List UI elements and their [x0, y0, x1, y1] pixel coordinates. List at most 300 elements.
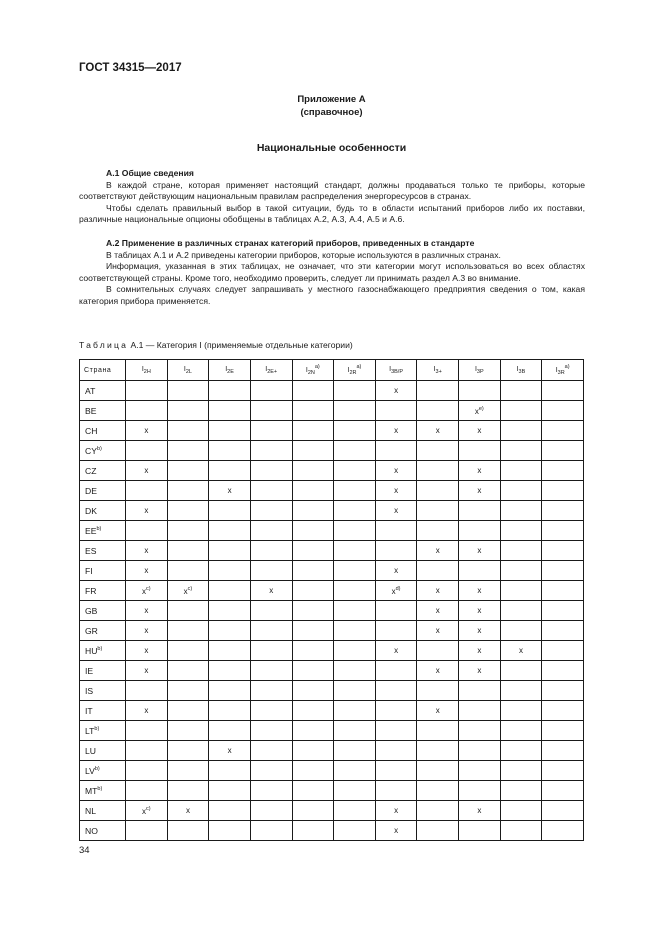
category-cell	[250, 441, 292, 461]
category-cell	[417, 461, 459, 481]
category-cell: x	[459, 481, 501, 501]
category-cell	[209, 601, 251, 621]
table-row	[80, 441, 584, 461]
category-cell	[250, 521, 292, 541]
category-cell: x	[126, 421, 168, 441]
category-cell	[209, 581, 251, 601]
category-cell	[209, 821, 251, 841]
category-cell: x	[250, 581, 292, 601]
category-cell: x	[209, 741, 251, 761]
category-cell	[167, 721, 209, 741]
category-cell	[126, 521, 168, 541]
category-cell	[167, 681, 209, 701]
category-cell	[292, 721, 334, 741]
country-cell: DE	[80, 481, 126, 501]
category-cell	[209, 781, 251, 801]
category-cell	[209, 421, 251, 441]
category-cell	[250, 621, 292, 641]
category-cell	[375, 721, 417, 741]
appendix-title: Приложение А	[297, 94, 366, 105]
category-cell	[459, 741, 501, 761]
country-cell: HU$^{b)}$	[80, 641, 126, 661]
category-cell	[459, 821, 501, 841]
category-cell	[417, 821, 459, 841]
category-cell	[375, 541, 417, 561]
category-cell	[375, 441, 417, 461]
section-1-paragraph: В каждой стране, которая применяет настоящий стандарт, должны продаваться только те приборы, которые соответствуют действующим национальным правилам распределения энергоресурсов в странах.	[79, 179, 585, 202]
category-cell	[542, 761, 584, 781]
table-row	[80, 541, 584, 561]
category-cell	[542, 501, 584, 521]
category-cell	[250, 501, 292, 521]
category-cell	[417, 481, 459, 501]
category-cell	[126, 481, 168, 501]
category-cell	[167, 701, 209, 721]
category-cell: x	[126, 601, 168, 621]
category-cell	[459, 561, 501, 581]
category-cell	[292, 381, 334, 401]
category-cell	[292, 761, 334, 781]
table-row	[80, 461, 584, 481]
category-cell	[126, 681, 168, 701]
table-row	[80, 561, 584, 581]
country-cell: DK	[80, 501, 126, 521]
category-cell	[209, 701, 251, 721]
category-cell	[542, 441, 584, 461]
category-cell	[250, 681, 292, 701]
category-cell: x	[375, 421, 417, 441]
category-cell: x	[417, 421, 459, 441]
category-cell: x	[417, 601, 459, 621]
table-header-row	[80, 360, 584, 381]
table-row	[80, 661, 584, 681]
country-cell: FI	[80, 561, 126, 581]
category-cell	[334, 561, 376, 581]
category-cell	[250, 381, 292, 401]
category-cell	[167, 401, 209, 421]
category-cell	[375, 521, 417, 541]
category-cell	[417, 381, 459, 401]
category-column-header: $I_{2R}^{a)}$	[334, 360, 376, 381]
category-cell	[542, 461, 584, 481]
category-cell	[209, 441, 251, 461]
category-cell	[375, 701, 417, 721]
category-cell	[542, 721, 584, 741]
category-cell	[542, 701, 584, 721]
category-cell: x	[375, 561, 417, 581]
section-2-paragraph: Информация, указанная в этих таблицах, не означает, что эти категории могут использоваться во всех областях соответствующей страны. Кроме того, необходимо проверить, следует ли принимать раздел А.3 во внимание.	[79, 261, 585, 283]
category-cell: x	[417, 661, 459, 681]
category-cell	[126, 401, 168, 421]
category-cell	[292, 701, 334, 721]
category-cell	[542, 561, 584, 581]
category-cell	[250, 721, 292, 741]
category-cell	[334, 601, 376, 621]
category-cell	[250, 741, 292, 761]
category-cell	[417, 721, 459, 741]
country-cell: FR	[80, 581, 126, 601]
country-cell: NL	[80, 801, 126, 821]
table-row	[80, 401, 584, 421]
category-cell	[334, 581, 376, 601]
table-caption-text: А.1 — Категория I (применяемые отдельные категории)	[130, 340, 353, 350]
table-row	[80, 421, 584, 441]
category-cell	[334, 781, 376, 801]
table-row	[80, 381, 584, 401]
category-cell	[209, 381, 251, 401]
category-cell	[209, 641, 251, 661]
category-cell	[250, 781, 292, 801]
category-cell	[292, 781, 334, 801]
category-cell	[209, 461, 251, 481]
category-cell: x	[126, 561, 168, 581]
category-cell	[250, 561, 292, 581]
table-caption	[79, 340, 353, 350]
category-cell	[209, 621, 251, 641]
table-row	[80, 761, 584, 781]
category-cell	[334, 501, 376, 521]
category-cell	[459, 681, 501, 701]
category-cell	[375, 601, 417, 621]
category-cell	[334, 541, 376, 561]
category-cell	[167, 521, 209, 541]
category-cell	[334, 761, 376, 781]
category-cell	[250, 481, 292, 501]
category-cell	[500, 781, 542, 801]
category-cell	[292, 541, 334, 561]
section-1-heading: А.1 Общие сведения	[106, 168, 194, 178]
category-cell	[375, 661, 417, 681]
table-row	[80, 501, 584, 521]
category-cell	[542, 821, 584, 841]
category-cell	[334, 701, 376, 721]
doc-code: ГОСТ 34315—2017	[79, 62, 182, 74]
country-cell: CZ	[80, 461, 126, 481]
category-cell: $x^{c)}$	[126, 801, 168, 821]
category-cell	[500, 481, 542, 501]
category-cell	[542, 801, 584, 821]
country-cell: IS	[80, 681, 126, 701]
category-table	[79, 359, 584, 841]
table-row	[80, 481, 584, 501]
section-1-paragraph: Чтобы сделать правильный выбор в такой ситуации, будь то в области испытаний приборов либо их поставки, различные национальные опционы обобщены в таблицах А.2, А.3, А.4, А.5 и А.6.	[79, 202, 585, 225]
category-cell	[292, 621, 334, 641]
category-cell	[250, 641, 292, 661]
country-cell: GB	[80, 601, 126, 621]
category-cell: x	[459, 601, 501, 621]
category-cell	[542, 661, 584, 681]
category-cell	[375, 741, 417, 761]
category-cell	[500, 561, 542, 581]
category-cell	[167, 781, 209, 801]
category-cell	[250, 821, 292, 841]
category-cell	[334, 481, 376, 501]
category-cell	[500, 701, 542, 721]
category-cell: x	[126, 541, 168, 561]
category-cell	[250, 541, 292, 561]
table-row	[80, 781, 584, 801]
category-cell	[167, 381, 209, 401]
category-cell	[334, 641, 376, 661]
country-cell: IE	[80, 661, 126, 681]
category-cell	[542, 381, 584, 401]
category-cell	[542, 781, 584, 801]
category-cell	[209, 541, 251, 561]
category-cell	[126, 741, 168, 761]
category-cell	[375, 401, 417, 421]
category-cell	[417, 521, 459, 541]
category-cell: $x^{e)}$	[459, 401, 501, 421]
category-cell	[209, 401, 251, 421]
category-cell	[334, 821, 376, 841]
category-column-header: $I_{2L}$	[167, 360, 209, 381]
category-cell	[375, 681, 417, 701]
country-cell: LU	[80, 741, 126, 761]
table-row	[80, 681, 584, 701]
category-cell: x	[459, 621, 501, 641]
category-cell	[250, 661, 292, 681]
category-cell	[459, 441, 501, 461]
category-cell	[334, 401, 376, 421]
table-row	[80, 821, 584, 841]
category-cell	[292, 561, 334, 581]
category-cell	[500, 541, 542, 561]
category-cell	[334, 441, 376, 461]
country-cell: CY$^{b)}$	[80, 441, 126, 461]
category-cell	[209, 761, 251, 781]
category-cell	[334, 741, 376, 761]
category-cell: x	[167, 801, 209, 821]
category-cell	[500, 681, 542, 701]
category-cell	[542, 741, 584, 761]
category-cell	[167, 761, 209, 781]
category-cell	[542, 481, 584, 501]
category-cell	[334, 621, 376, 641]
page-number: 34	[79, 845, 90, 856]
category-cell	[542, 601, 584, 621]
category-column-header: $I_{2N}^{a)}$	[292, 360, 334, 381]
category-cell	[417, 761, 459, 781]
category-cell	[500, 621, 542, 641]
category-cell	[334, 421, 376, 441]
category-cell: x	[417, 541, 459, 561]
category-cell	[500, 421, 542, 441]
category-cell: x	[126, 501, 168, 521]
category-cell	[167, 601, 209, 621]
category-cell	[126, 441, 168, 461]
country-cell: LV$^{b)}$	[80, 761, 126, 781]
appendix-subtitle: (справочное)	[300, 107, 363, 118]
category-cell: x	[417, 581, 459, 601]
category-cell: x	[209, 481, 251, 501]
category-cell: x	[459, 801, 501, 821]
category-cell	[500, 381, 542, 401]
category-cell	[542, 401, 584, 421]
country-cell: EE$^{b)}$	[80, 521, 126, 541]
category-cell	[292, 421, 334, 441]
category-cell: x	[375, 501, 417, 521]
category-cell	[334, 681, 376, 701]
country-column-header: Страна	[80, 360, 126, 381]
table-row	[80, 581, 584, 601]
category-cell	[459, 701, 501, 721]
section-1	[79, 168, 585, 226]
category-cell	[292, 801, 334, 821]
category-column-header: $I_{3P}$	[459, 360, 501, 381]
category-cell	[500, 801, 542, 821]
category-column-header: $I_{3B}$	[500, 360, 542, 381]
category-cell: $x^{d)}$	[375, 581, 417, 601]
category-cell	[417, 501, 459, 521]
category-cell	[126, 781, 168, 801]
category-cell	[500, 721, 542, 741]
category-cell: x	[500, 641, 542, 661]
category-column-header: $I_{3+}$	[417, 360, 459, 381]
category-cell: $x^{c)}$	[126, 581, 168, 601]
country-cell: LT$^{b)}$	[80, 721, 126, 741]
category-cell	[126, 821, 168, 841]
category-cell	[417, 561, 459, 581]
category-cell: x	[417, 621, 459, 641]
category-cell: x	[375, 481, 417, 501]
category-cell	[250, 801, 292, 821]
country-cell: BE	[80, 401, 126, 421]
category-cell	[167, 441, 209, 461]
table-row	[80, 641, 584, 661]
section-2-heading: А.2 Применение в различных странах категорий приборов, приведенных в стандарте	[106, 238, 475, 248]
category-cell	[542, 581, 584, 601]
category-cell	[292, 401, 334, 421]
category-cell	[250, 461, 292, 481]
category-cell	[459, 781, 501, 801]
category-cell	[292, 601, 334, 621]
section-2-paragraph: В таблицах А.1 и А.2 приведены категории приборов, которые используются в различных странах.	[106, 249, 501, 260]
category-cell	[417, 441, 459, 461]
category-cell	[126, 761, 168, 781]
category-column-header: $I_{2E+}$	[250, 360, 292, 381]
category-cell	[459, 721, 501, 741]
category-cell: x	[126, 461, 168, 481]
category-cell: x	[375, 461, 417, 481]
category-cell	[250, 761, 292, 781]
category-cell	[417, 741, 459, 761]
category-cell	[209, 681, 251, 701]
table-row	[80, 721, 584, 741]
category-cell	[292, 661, 334, 681]
country-cell: NO	[80, 821, 126, 841]
category-cell	[459, 381, 501, 401]
category-cell	[167, 821, 209, 841]
category-cell	[334, 461, 376, 481]
category-cell	[167, 481, 209, 501]
category-cell	[334, 721, 376, 741]
country-cell: AT	[80, 381, 126, 401]
category-cell	[209, 521, 251, 541]
category-cell	[417, 641, 459, 661]
category-cell	[459, 501, 501, 521]
category-cell: $x^{c)}$	[167, 581, 209, 601]
country-cell: GR	[80, 621, 126, 641]
category-cell	[459, 761, 501, 781]
category-cell: x	[126, 661, 168, 681]
category-cell: x	[459, 661, 501, 681]
category-cell	[500, 821, 542, 841]
category-cell	[500, 461, 542, 481]
category-cell	[375, 781, 417, 801]
category-cell: x	[417, 701, 459, 721]
table-caption-label: Таблица	[79, 340, 129, 350]
category-cell	[334, 381, 376, 401]
category-column-header: $I_{2H}$	[126, 360, 168, 381]
category-cell	[500, 581, 542, 601]
category-cell	[334, 521, 376, 541]
category-cell: x	[375, 381, 417, 401]
category-cell	[292, 481, 334, 501]
category-cell	[417, 801, 459, 821]
category-cell	[542, 421, 584, 441]
category-cell	[292, 821, 334, 841]
table-row	[80, 701, 584, 721]
category-cell	[167, 561, 209, 581]
country-cell: MT$^{b)}$	[80, 781, 126, 801]
category-cell	[542, 541, 584, 561]
category-cell	[500, 521, 542, 541]
category-cell: x	[459, 541, 501, 561]
category-cell	[500, 661, 542, 681]
category-cell	[209, 661, 251, 681]
category-cell	[292, 681, 334, 701]
category-cell	[417, 401, 459, 421]
category-cell: x	[375, 821, 417, 841]
category-cell: x	[459, 581, 501, 601]
category-cell: x	[375, 801, 417, 821]
category-cell	[167, 661, 209, 681]
category-cell	[250, 601, 292, 621]
category-cell	[417, 681, 459, 701]
category-cell	[375, 621, 417, 641]
category-cell: x	[126, 701, 168, 721]
category-cell	[459, 521, 501, 541]
category-cell	[292, 441, 334, 461]
table-row	[80, 741, 584, 761]
country-cell: ES	[80, 541, 126, 561]
category-cell	[167, 501, 209, 521]
category-column-header: $I_{3B/P}$	[375, 360, 417, 381]
category-cell	[209, 801, 251, 821]
category-cell	[500, 741, 542, 761]
category-cell	[500, 401, 542, 421]
category-cell	[500, 501, 542, 521]
category-cell	[250, 701, 292, 721]
country-cell: CH	[80, 421, 126, 441]
category-cell	[250, 421, 292, 441]
category-column-header: $I_{2E}$	[209, 360, 251, 381]
category-cell	[167, 621, 209, 641]
category-cell	[167, 461, 209, 481]
country-cell: IT	[80, 701, 126, 721]
category-cell: x	[459, 461, 501, 481]
category-cell	[292, 461, 334, 481]
category-cell: x	[126, 621, 168, 641]
category-cell	[542, 521, 584, 541]
category-cell	[167, 541, 209, 561]
category-cell	[375, 761, 417, 781]
category-cell: x	[375, 641, 417, 661]
category-cell	[542, 621, 584, 641]
category-cell	[500, 761, 542, 781]
category-cell	[126, 381, 168, 401]
category-cell	[292, 521, 334, 541]
